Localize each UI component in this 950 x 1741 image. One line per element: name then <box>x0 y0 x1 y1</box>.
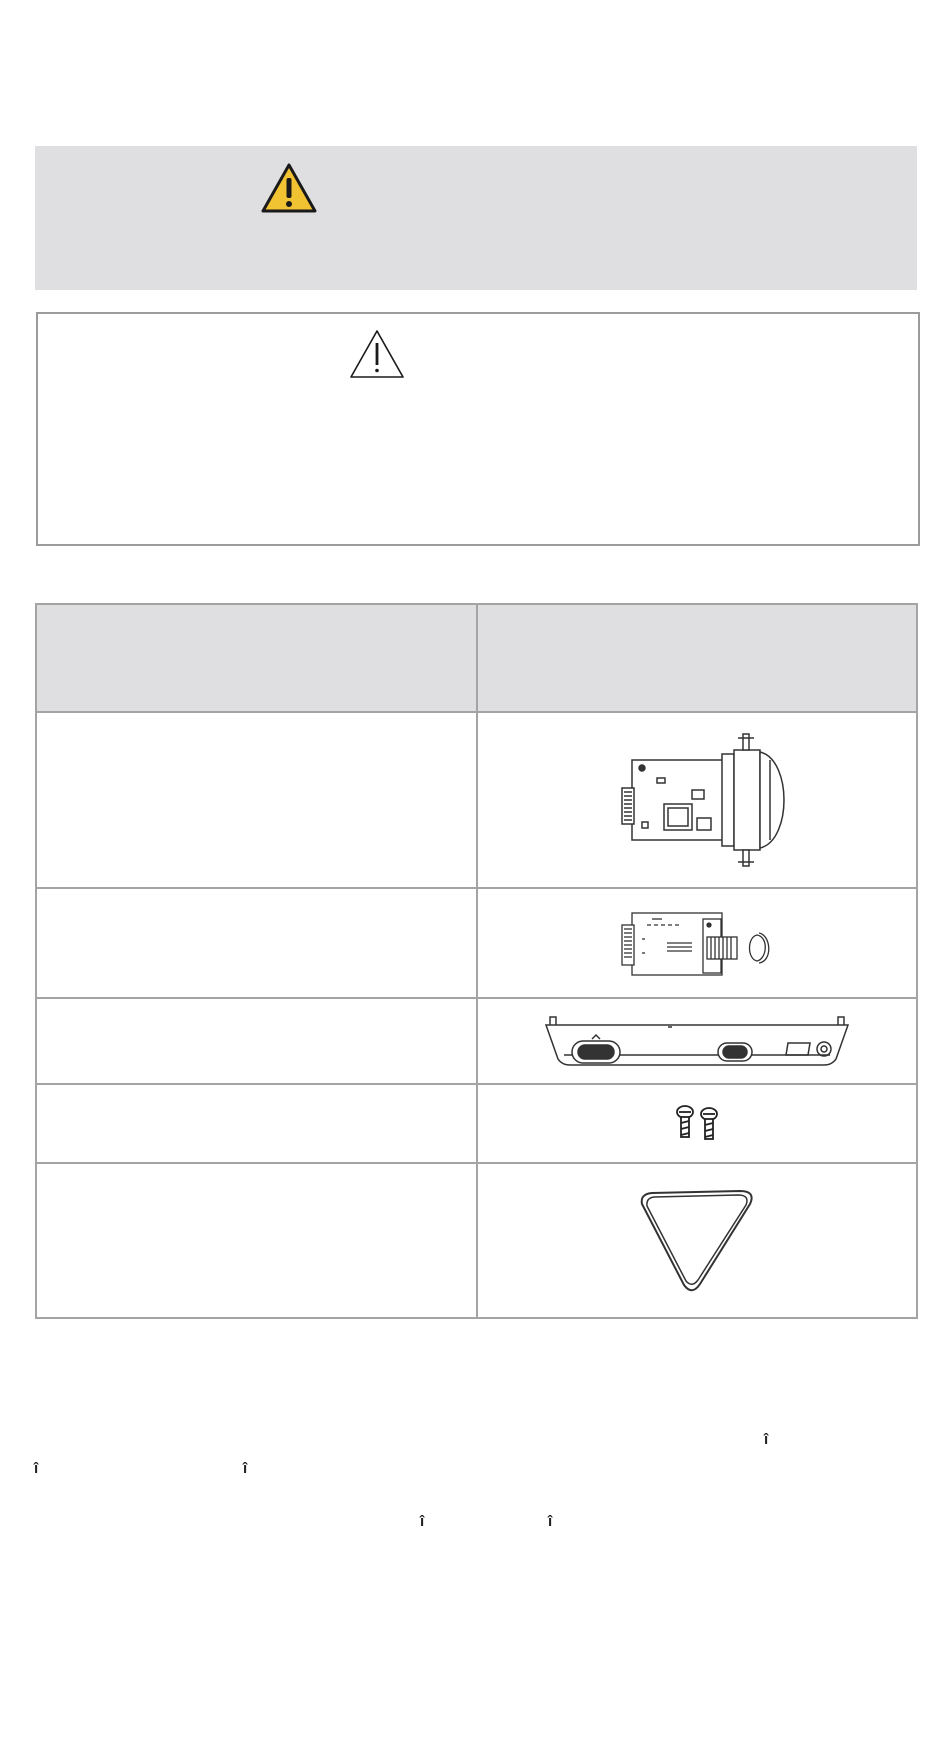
table-row <box>36 888 917 998</box>
special-glyph: î <box>420 1513 425 1530</box>
table-cell-description <box>36 1084 477 1163</box>
table-cell-image <box>477 998 917 1084</box>
table-row <box>36 712 917 888</box>
triangular-gasket-icon <box>632 1186 762 1296</box>
two-screws-icon <box>667 1102 727 1146</box>
table-row <box>36 998 917 1084</box>
table-header-row <box>36 604 917 712</box>
table-cell-description <box>36 1163 477 1318</box>
special-glyph: î <box>243 1460 248 1477</box>
radio-module-with-bezel-icon <box>602 730 792 870</box>
table-cell-image <box>477 712 917 888</box>
table-header-cell <box>36 604 477 712</box>
special-glyph: î <box>548 1513 553 1530</box>
circuit-card-with-coax-connector-icon <box>607 903 787 983</box>
warning-triangle-icon <box>260 162 318 214</box>
warning-box <box>35 146 917 290</box>
table-cell-image <box>477 888 917 998</box>
caution-triangle-icon <box>348 328 406 380</box>
lower-housing-plate-icon <box>542 1011 852 1071</box>
caution-box <box>36 312 920 546</box>
special-glyph: î <box>764 1431 769 1448</box>
parts-table <box>35 603 918 1319</box>
table-cell-image <box>477 1163 917 1318</box>
special-glyph: î <box>34 1460 39 1477</box>
table-header-cell <box>477 604 917 712</box>
table-row <box>36 1084 917 1163</box>
table-cell-description <box>36 888 477 998</box>
table-row <box>36 1163 917 1318</box>
table-cell-description <box>36 712 477 888</box>
table-cell-image <box>477 1084 917 1163</box>
table-cell-description <box>36 998 477 1084</box>
